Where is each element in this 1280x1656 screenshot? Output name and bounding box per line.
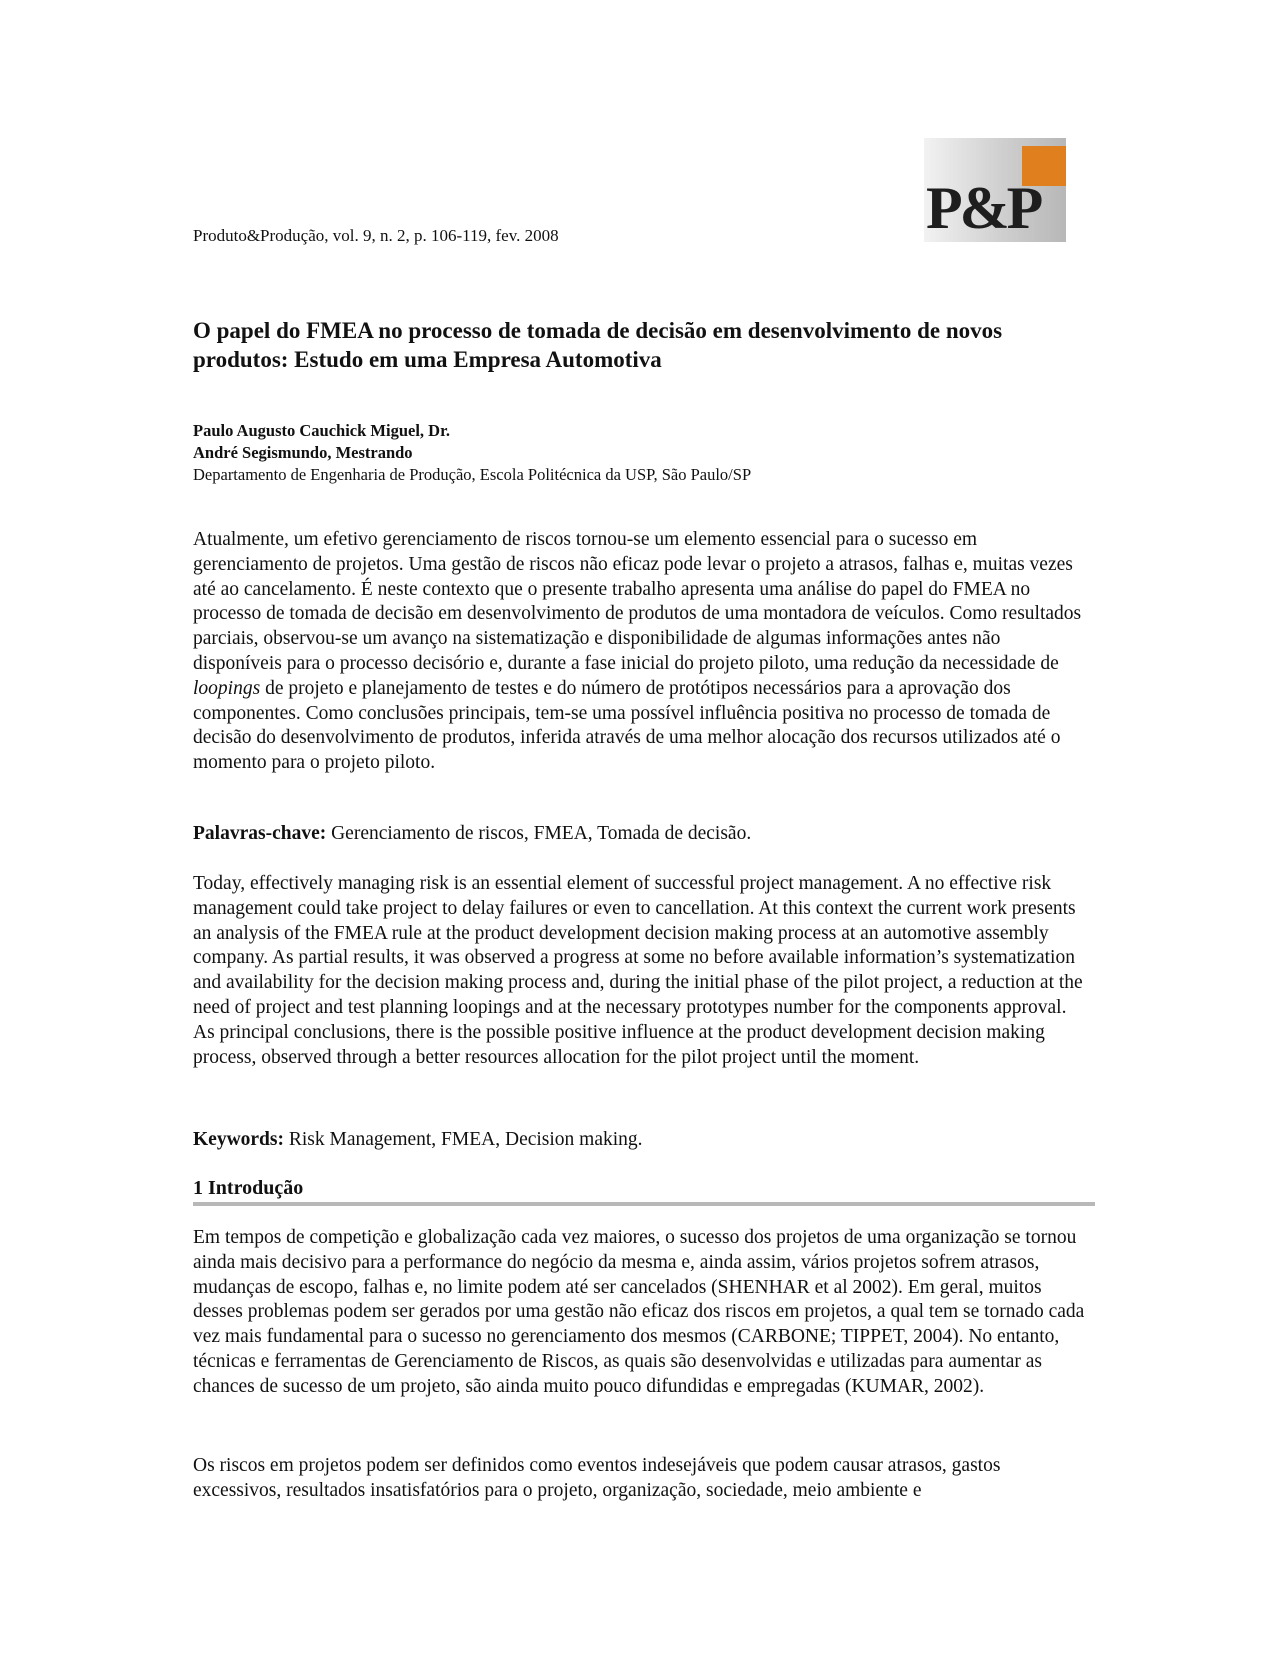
body-paragraph: Os riscos em projetos podem ser definidos como eventos indesejáveis que podem causar atrasos, gastos excessivos, resultados insatisfatórios para o projeto, organização, sociedade, meio ambiente e xyxy=(193,1455,1001,1501)
paper-title: O papel do FMEA no processo de tomada de decisão em desenvolvimento de novos produtos: Estudo em uma Empresa Automotiva xyxy=(193,318,1003,372)
author-name: André Segismundo, Mestrando xyxy=(193,443,413,462)
keywords-english xyxy=(193,1128,1088,1153)
body-paragraph: Em tempos de competição e globalização cada vez maiores, o sucesso dos projetos de uma organização se tornou ainda mais decisivo para a performance do negócio da mesma e, ainda assim, vários projetos sofrem atrasos, mudanças de escopo, falhas e, no limite podem até ser cancelados (SHENHAR et al 2002). Em geral, muitos desses problemas podem ser gerados por uma gestão não eficaz dos riscos em projetos, a qual tem se tornado cada vez mais fundamental para o sucesso no gerenciamento dos mesmos (CARBONE; TIPPET, 2004). No entanto, técnicas e ferramentas de Gerenciamento de Riscos, as quais são desenvolvidas e utilizadas para aumentar as chances de sucesso de um projeto, são ainda muito pouco difundidas e empregadas (KUMAR, 2002). xyxy=(193,1227,1085,1397)
keywords-text: Risk Management, FMEA, Decision making. xyxy=(284,1129,643,1150)
abstract-text: de projeto e planejamento de testes e do número de protótipos necessários para a aprovação dos componentes. Como conclusões principais, tem-se uma possível influência positiva no processo de tomada de decisão do desenvolvimento de produtos, inferida através de uma melhor alocação dos recursos utilizados até o momento para o projeto piloto. xyxy=(193,677,1061,774)
author-block xyxy=(193,420,751,486)
section-heading: 1 Introdução xyxy=(193,1176,1095,1206)
abstract-text: Atualmente, um efetivo gerenciamento de riscos tornou-se um elemento essencial para o sucesso em gerenciamento de projetos. Uma gestão de riscos não eficaz pode levar o projeto a atrasos, falhas e, muitas vezes até ao cancelamento. É neste contexto que o presente trabalho apresenta uma análise do papel do FMEA no processo de tomada de decisão em desenvolvimento de produtos de uma montadora de veículos. Como resultados parciais, observou-se um avanço na sistematização e disponibilidade de algumas informações antes não disponíveis para o processo decisório e, durante a fase inicial do projeto piloto, uma redução da necessidade de xyxy=(193,529,1082,674)
journal-citation: Produto&Produção, vol. 9, n. 2, p. 106-119, fev. 2008 xyxy=(193,226,559,245)
keywords-portuguese xyxy=(193,822,1088,847)
abstract-english: Today, effectively managing risk is an essential element of successful project management. A no effective risk management could take project to delay failures or even to cancellation. At this context the current work presents an analysis of the FMEA rule at the product development decision making process at an automotive assembly company. As partial results, it was observed a progress at some no before available information’s systematization and availability for the decision making process and, during the initial phase of the pilot project, a reduction at the need of project and test planning loopings and at the necessary prototypes number for the components approval. As principal conclusions, there is the possible positive influence at the product development decision making process, observed through a better resources allocation for the pilot project until the moment. xyxy=(193,873,1083,1068)
keywords-text: Gerenciamento de riscos, FMEA, Tomada de decisão. xyxy=(326,823,752,844)
author-affiliation: Departamento de Engenharia de Produção, Escola Politécnica da USP, São Paulo/SP xyxy=(193,465,752,484)
author-name: Paulo Augusto Cauchick Miguel, Dr. xyxy=(193,421,451,440)
journal-logo xyxy=(924,138,1066,242)
abstract-italic-term: loopings xyxy=(193,677,261,699)
keywords-label: Keywords: xyxy=(193,1129,284,1150)
keywords-label: Palavras-chave: xyxy=(193,823,327,844)
logo-text: P&P xyxy=(926,175,1041,241)
abstract-portuguese xyxy=(193,528,1088,776)
